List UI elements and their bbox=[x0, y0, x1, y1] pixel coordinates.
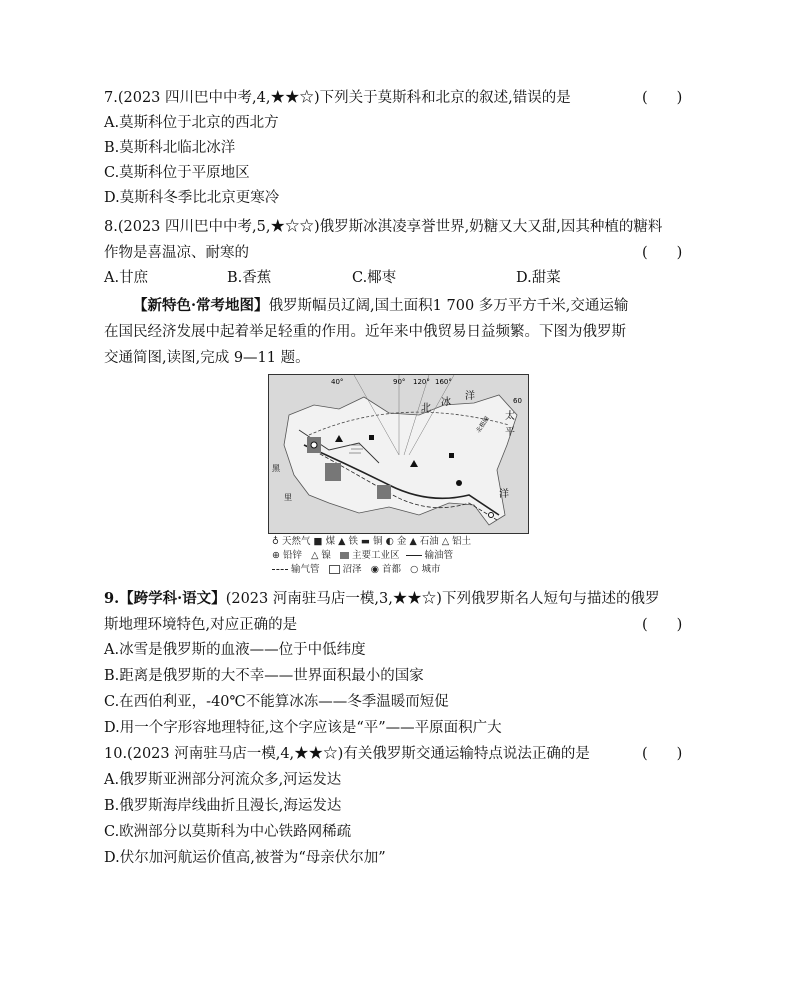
q7-option-c: C.莫斯科位于平原地区 bbox=[104, 165, 250, 181]
copper-icon: ▬ bbox=[361, 536, 370, 547]
q9-answer-paren: ( ) bbox=[642, 617, 683, 633]
map-label-arctic: 北极圈 bbox=[474, 415, 491, 435]
q9-stem-rest: (2023 河南驻马店一模,3,★★☆)下列俄罗斯名人短句与描述的俄罗 bbox=[225, 591, 660, 607]
intro-line2: 在国民经济发展中起着举足轻重的作用。近年来中俄贸易日益频繁。下图为俄罗斯 bbox=[104, 324, 626, 340]
intro-line3: 交通简图,读图,完成 9—11 题。 bbox=[104, 350, 310, 366]
legend-city: 城市 bbox=[421, 564, 441, 575]
capital-marker bbox=[311, 442, 317, 448]
map-legend-row2 bbox=[272, 550, 453, 562]
map-label-pac1: 太 bbox=[505, 411, 515, 422]
map-label-sea3: 洋 bbox=[465, 391, 475, 402]
q7-option-a: A.莫斯科位于北京的西北方 bbox=[104, 115, 279, 131]
oil-pipeline-icon bbox=[406, 555, 422, 556]
q9-stem-line1 bbox=[104, 589, 659, 609]
gold-icon: ◐ bbox=[385, 536, 394, 547]
city-marker-vladivostok bbox=[489, 513, 494, 518]
map-label-black-sea: 黑 bbox=[272, 464, 280, 473]
q10-option-a: A.俄罗斯亚洲部分河流众多,河运发达 bbox=[104, 772, 342, 788]
intro-line1 bbox=[133, 296, 628, 316]
swamp-icon bbox=[329, 565, 340, 574]
q10-option-c: C.欧洲部分以莫斯科为中心铁路网稀疏 bbox=[104, 824, 352, 840]
russia-transport-map bbox=[268, 374, 529, 534]
legend-gas: 天然气 bbox=[282, 536, 311, 547]
q8-answer-paren: ( ) bbox=[642, 245, 683, 261]
legend-gold: 金 bbox=[396, 536, 407, 547]
leadzinc-icon: ⊕ bbox=[272, 550, 280, 561]
gas-icon: ♁ bbox=[272, 536, 279, 547]
russia-map-drawing bbox=[269, 375, 528, 533]
map-label-caspian: 里 bbox=[284, 493, 292, 502]
map-label-lon40: 40° bbox=[331, 378, 344, 386]
q9-stem-line2: 斯地理环境特色,对应正确的是 bbox=[104, 617, 298, 633]
map-label-sea1: 北 bbox=[421, 403, 431, 414]
industrial-area-icon bbox=[340, 552, 349, 559]
gold-marker bbox=[456, 480, 462, 486]
q8-option-b: B.香蕉 bbox=[227, 270, 272, 286]
legend-swamp: 沼泽 bbox=[342, 564, 362, 575]
iron-icon: ▲ bbox=[338, 536, 346, 547]
map-label-lon90: 90° bbox=[393, 378, 406, 386]
legend-nickel: 镍 bbox=[321, 550, 331, 561]
q7-option-b: B.莫斯科北临北冰洋 bbox=[104, 140, 236, 156]
q10-answer-paren: ( ) bbox=[642, 746, 683, 762]
legend-bauxite: 铝土 bbox=[452, 536, 472, 547]
legend-leadzinc: 铅锌 bbox=[283, 550, 303, 561]
oil-icon: ▲ bbox=[409, 536, 417, 547]
q9-tag: 9.【跨学科·语文】 bbox=[104, 590, 226, 607]
q10-option-b: B.俄罗斯海岸线曲折且漫长,海运发达 bbox=[104, 798, 342, 814]
q10-stem: 10.(2023 河南驻马店一模,4,★★☆)有关俄罗斯交通运输特点说法正确的是 bbox=[104, 746, 590, 762]
nickel-icon: △ bbox=[311, 550, 319, 561]
q7-option-d: D.莫斯科冬季比北京更寒冷 bbox=[104, 190, 280, 206]
q10-option-d: D.伏尔加河航运价值高,被誉为“母亲伏尔加” bbox=[104, 850, 386, 866]
q7-stem: 7.(2023 四川巴中中考,4,★★☆)下列关于莫斯科和北京的叙述,错误的是 bbox=[104, 90, 571, 106]
q9-option-a: A.冰雪是俄罗斯的血液——位于中低纬度 bbox=[104, 642, 366, 658]
legend-capital: 首都 bbox=[382, 564, 402, 575]
q8-stem-line2: 作物是喜温凉、耐寒的 bbox=[104, 245, 249, 261]
bauxite-icon: △ bbox=[441, 536, 450, 547]
map-label-pac3: 洋 bbox=[499, 489, 509, 500]
coal-marker-east bbox=[449, 453, 454, 458]
q7-answer-paren: ( ) bbox=[642, 90, 683, 106]
map-label-lat60: 60 bbox=[513, 397, 522, 405]
q8-stem-line1: 8.(2023 四川巴中中考,5,★☆☆)俄罗斯冰淇凌享誉世界,奶糖又大又甜,因其种植的糖料 bbox=[104, 219, 663, 235]
legend-coal: 煤 bbox=[325, 536, 336, 547]
map-label-sea2: 冰 bbox=[441, 397, 451, 408]
legend-oil: 石油 bbox=[419, 536, 439, 547]
intro-tag: 【新特色·常考地图】 bbox=[133, 297, 269, 314]
q8-option-c: C.椰枣 bbox=[352, 270, 397, 286]
map-label-lon160: 160° bbox=[435, 378, 452, 386]
coal-marker bbox=[369, 435, 374, 440]
industrial-area-ural bbox=[325, 463, 341, 481]
map-label-lon120: 120° bbox=[413, 378, 430, 386]
q9-option-d: D.用一个字形容地理特征,这个字应该是“平”——平原面积广大 bbox=[104, 720, 502, 736]
city-icon: ○ bbox=[410, 564, 419, 575]
q8-option-d: D.甜菜 bbox=[516, 270, 561, 286]
gas-pipeline-icon bbox=[272, 569, 288, 570]
legend-iron: 铁 bbox=[348, 536, 358, 547]
q8-option-a: A.甘庶 bbox=[104, 270, 149, 286]
capital-icon: ◉ bbox=[370, 564, 380, 575]
legend-industrial: 主要工业区 bbox=[352, 550, 400, 561]
legend-oil-pipeline: 输油管 bbox=[424, 550, 454, 561]
map-label-pac2: 平 bbox=[505, 427, 515, 438]
industrial-area-siberia bbox=[377, 485, 391, 499]
q9-option-b: B.距离是俄罗斯的大不幸——世界面积最小的国家 bbox=[104, 668, 424, 684]
legend-gas-pipeline: 输气管 bbox=[291, 564, 320, 575]
coal-icon: ■ bbox=[313, 536, 323, 547]
map-legend-row1 bbox=[272, 536, 471, 548]
legend-copper: 铜 bbox=[373, 536, 383, 547]
map-legend-row3 bbox=[272, 564, 440, 576]
intro-line1-text: 俄罗斯幅员辽阔,国土面积1 700 多万平方千米,交通运输 bbox=[268, 298, 629, 314]
q9-option-c: C.在西伯利亚，-40℃不能算冰冻——冬季温暖而短促 bbox=[104, 694, 449, 710]
